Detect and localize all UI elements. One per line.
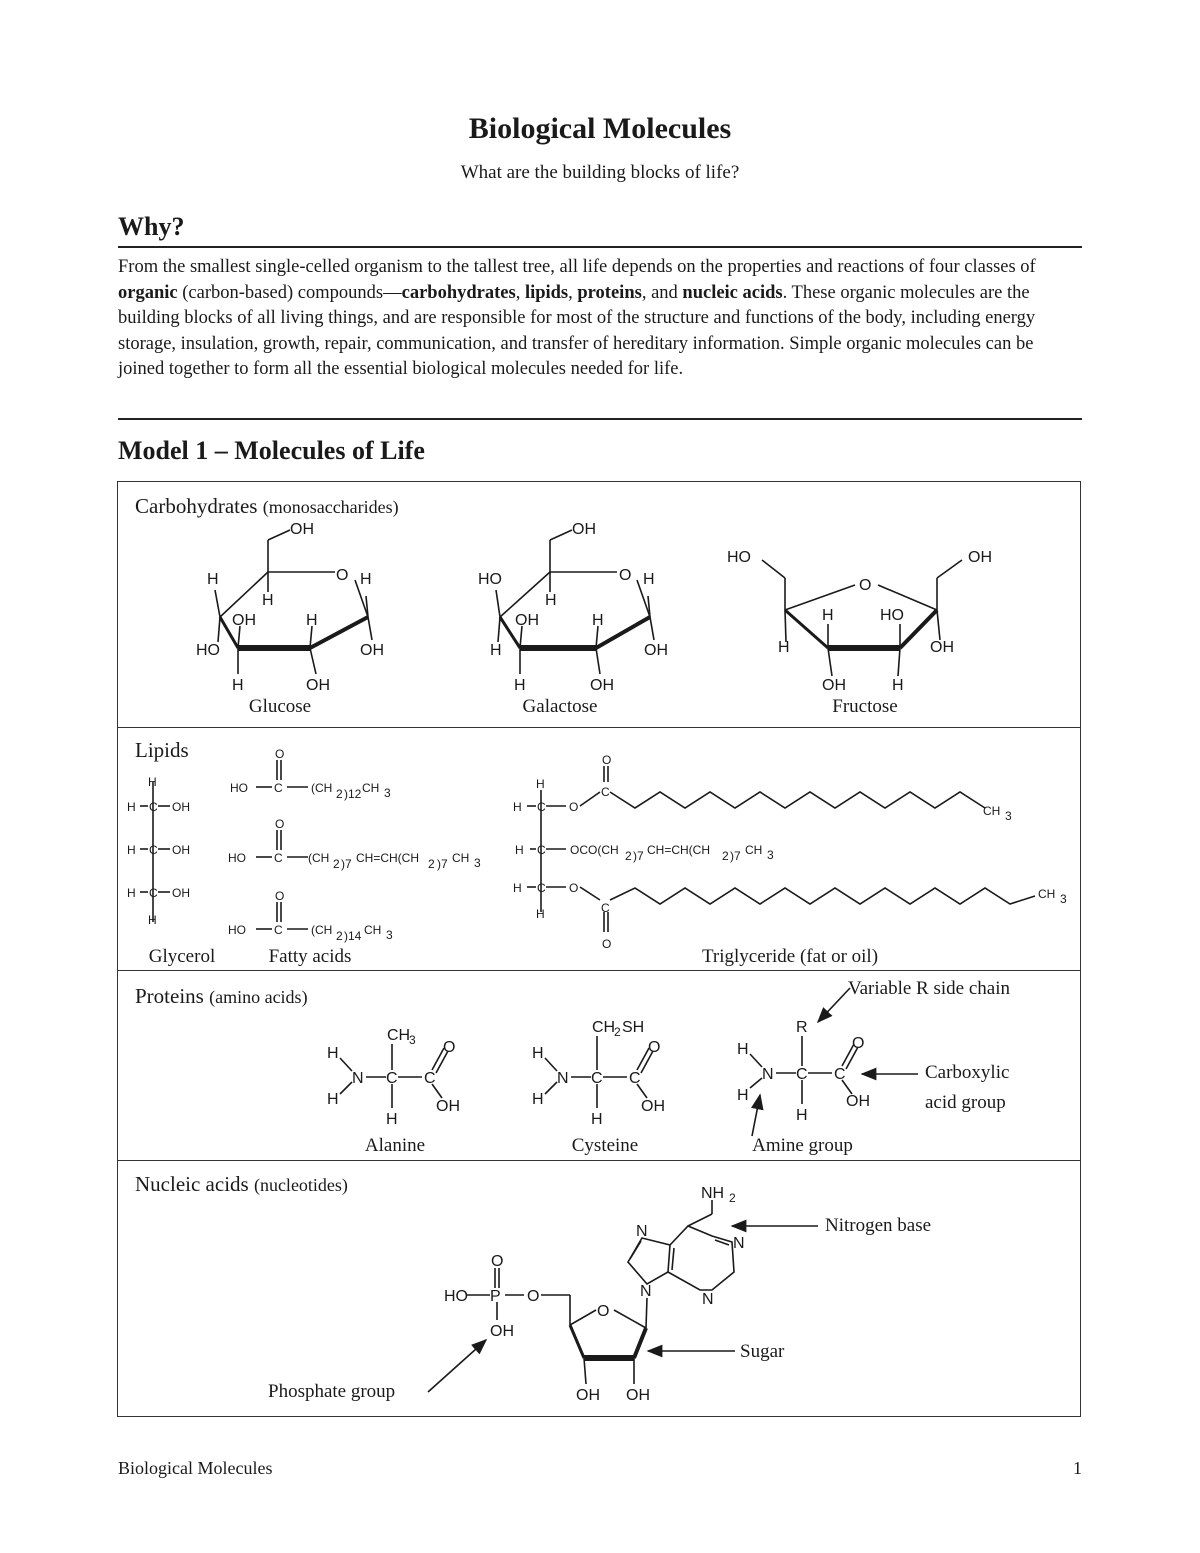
svg-text:CH: CH xyxy=(387,1027,411,1044)
svg-text:3: 3 xyxy=(1060,892,1067,906)
svg-text:O: O xyxy=(527,1288,540,1305)
svg-text:C: C xyxy=(601,785,610,799)
svg-text:O: O xyxy=(597,1303,610,1320)
svg-text:HO: HO xyxy=(228,851,246,865)
alanine-caption: Alanine xyxy=(364,1135,426,1156)
svg-text:CH: CH xyxy=(1038,887,1056,901)
svg-text:H: H xyxy=(327,1045,339,1062)
svg-text:)7: )7 xyxy=(730,849,741,863)
svg-text:C: C xyxy=(629,1070,641,1087)
svg-text:OH: OH xyxy=(572,521,596,538)
page-subtitle: What are the building blocks of life? xyxy=(460,162,740,183)
svg-text:C: C xyxy=(537,881,546,895)
carbohydrates-label: Carbohydrates (monosaccharides) xyxy=(135,494,399,518)
galactose-caption: Galactose xyxy=(522,696,598,717)
svg-text:C: C xyxy=(149,800,158,814)
svg-text:O: O xyxy=(569,881,579,895)
svg-text:CH=CH(CH: CH=CH(CH xyxy=(356,851,419,865)
svg-text:H: H xyxy=(545,592,557,609)
svg-text:O: O xyxy=(443,1039,456,1056)
lipids-label: Lipids xyxy=(135,738,189,762)
svg-text:N: N xyxy=(702,1291,714,1308)
svg-text:H: H xyxy=(127,843,136,857)
svg-text:N: N xyxy=(733,1235,745,1252)
svg-text:C: C xyxy=(149,843,158,857)
svg-text:H: H xyxy=(207,571,219,588)
alanine-atoms xyxy=(327,1027,460,1128)
svg-text:(CH: (CH xyxy=(311,781,333,795)
cysteine-caption: Cysteine xyxy=(571,1135,639,1156)
svg-text:H: H xyxy=(822,607,834,624)
svg-text:C: C xyxy=(591,1070,603,1087)
svg-text:3: 3 xyxy=(384,786,391,800)
svg-text:H: H xyxy=(532,1091,544,1108)
triglyceride-caption: Triglyceride (fat or oil) xyxy=(701,946,879,967)
svg-text:H: H xyxy=(360,571,372,588)
svg-text:OH: OH xyxy=(360,642,384,659)
svg-text:HO: HO xyxy=(230,781,248,795)
svg-text:OH: OH xyxy=(515,612,539,629)
svg-text:OH: OH xyxy=(968,549,992,566)
svg-text:OH: OH xyxy=(641,1098,665,1115)
svg-text:H: H xyxy=(515,843,524,857)
footer-title: Biological Molecules xyxy=(118,1458,273,1478)
svg-text:2: 2 xyxy=(722,849,729,863)
svg-text:3: 3 xyxy=(474,856,481,870)
svg-text:H: H xyxy=(306,612,318,629)
svg-text:O: O xyxy=(602,753,612,767)
svg-text:CH: CH xyxy=(745,843,763,857)
svg-text:)7: )7 xyxy=(633,849,644,863)
svg-text:O: O xyxy=(648,1039,661,1056)
svg-text:OH: OH xyxy=(626,1387,650,1404)
svg-text:HO: HO xyxy=(880,607,904,624)
svg-text:)12: )12 xyxy=(344,787,362,801)
nucleotide-structure xyxy=(428,1200,818,1392)
svg-text:SH: SH xyxy=(622,1019,645,1036)
galactose-atoms xyxy=(478,521,668,694)
svg-text:R: R xyxy=(796,1019,808,1036)
svg-text:P: P xyxy=(490,1288,501,1305)
triglyceride-atoms xyxy=(513,753,1067,951)
svg-text:CH: CH xyxy=(364,923,382,937)
svg-text:2: 2 xyxy=(614,1025,621,1039)
carboxylic-label-1: Carboxylic xyxy=(925,1062,1010,1083)
svg-text:O: O xyxy=(275,889,285,903)
svg-text:3: 3 xyxy=(1005,809,1012,823)
svg-text:(CH: (CH xyxy=(311,923,333,937)
svg-text:OH: OH xyxy=(172,800,190,814)
page-title: Biological Molecules xyxy=(468,112,732,145)
fructose-atoms xyxy=(727,549,992,694)
svg-text:HO: HO xyxy=(196,642,220,659)
svg-text:OCO(CH: OCO(CH xyxy=(570,843,619,857)
svg-text:H: H xyxy=(148,775,157,789)
svg-text:CH: CH xyxy=(592,1019,616,1036)
svg-text:H: H xyxy=(262,592,274,609)
svg-text:OH: OH xyxy=(490,1323,514,1340)
svg-text:H: H xyxy=(592,612,604,629)
svg-text:C: C xyxy=(274,781,283,795)
svg-text:H: H xyxy=(591,1111,603,1128)
svg-text:H: H xyxy=(232,677,244,694)
svg-text:CH: CH xyxy=(362,781,380,795)
svg-text:CH=CH(CH: CH=CH(CH xyxy=(647,843,710,857)
svg-text:OH: OH xyxy=(306,677,330,694)
svg-text:N: N xyxy=(640,1283,652,1300)
svg-text:H: H xyxy=(737,1041,749,1058)
page-number: 1 xyxy=(1073,1458,1082,1478)
svg-text:C: C xyxy=(834,1066,846,1083)
svg-text:H: H xyxy=(127,800,136,814)
svg-text:H: H xyxy=(513,881,522,895)
svg-text:2: 2 xyxy=(729,1191,736,1205)
svg-text:N: N xyxy=(557,1070,569,1087)
svg-text:H: H xyxy=(536,777,545,791)
fructose-caption: Fructose xyxy=(832,696,898,717)
svg-text:2: 2 xyxy=(625,849,632,863)
svg-text:2: 2 xyxy=(336,787,343,801)
svg-text:C: C xyxy=(274,923,283,937)
svg-text:C: C xyxy=(149,886,158,900)
generic-amino-acid-structure xyxy=(750,988,918,1136)
svg-text:2: 2 xyxy=(428,857,435,871)
svg-text:H: H xyxy=(127,886,136,900)
svg-text:H: H xyxy=(778,639,790,656)
svg-text:3: 3 xyxy=(409,1033,416,1047)
svg-text:O: O xyxy=(859,577,872,594)
svg-text:H: H xyxy=(536,907,545,921)
svg-text:O: O xyxy=(275,747,285,761)
phosphate-group-label: Phosphate group xyxy=(268,1381,396,1402)
model-heading: Model 1 – Molecules of Life xyxy=(118,436,425,465)
svg-text:)7: )7 xyxy=(341,857,352,871)
amine-group-label: Amine group xyxy=(752,1135,853,1156)
svg-text:OH: OH xyxy=(846,1093,870,1110)
svg-text:OH: OH xyxy=(590,677,614,694)
svg-text:)14: )14 xyxy=(344,929,362,943)
svg-text:C: C xyxy=(537,843,546,857)
svg-text:OH: OH xyxy=(232,612,256,629)
why-paragraph: From the smallest single-celled organism to the tallest tree, all life depends on the properties and reactions of four classes of organic (carbon-based) compounds—carbohydrates, lipids, proteins, and nucleic acids. These organic molecules are the building blocks of all living things, and are responsible for most of the structure and functions of the body, including energy storage, insulation, growth, repair, communication, and transfer of hereditary information. Simple organic molecules can be joined together to form all the essential biological molecules needed for life. xyxy=(118,257,1036,379)
svg-text:2: 2 xyxy=(333,857,340,871)
svg-text:C: C xyxy=(537,800,546,814)
carboxylic-label-2: acid group xyxy=(925,1092,1006,1113)
svg-text:NH: NH xyxy=(701,1185,725,1202)
svg-text:O: O xyxy=(852,1035,865,1052)
svg-text:HO: HO xyxy=(228,923,246,937)
svg-text:N: N xyxy=(636,1223,648,1240)
svg-text:H: H xyxy=(514,677,526,694)
svg-text:C: C xyxy=(796,1066,808,1083)
nucleotide-atoms xyxy=(444,1185,745,1404)
svg-text:OH: OH xyxy=(436,1098,460,1115)
svg-text:H: H xyxy=(513,800,522,814)
svg-text:H: H xyxy=(148,913,157,927)
svg-text:OH: OH xyxy=(644,642,668,659)
glucose-structure xyxy=(215,530,372,674)
nitrogen-base-label: Nitrogen base xyxy=(825,1215,932,1236)
svg-text:C: C xyxy=(386,1070,398,1087)
svg-text:3: 3 xyxy=(767,848,774,862)
r-chain-label: Variable R side chain xyxy=(848,978,1010,999)
glucose-atoms xyxy=(196,521,384,694)
svg-text:HO: HO xyxy=(444,1288,468,1305)
svg-text:O: O xyxy=(275,817,285,831)
galactose-structure xyxy=(496,530,654,674)
svg-text:OH: OH xyxy=(930,639,954,656)
glycerol-caption: Glycerol xyxy=(148,946,216,967)
svg-text:OH: OH xyxy=(172,843,190,857)
svg-text:H: H xyxy=(327,1091,339,1108)
svg-text:3: 3 xyxy=(386,928,393,942)
sugar-label: Sugar xyxy=(740,1341,785,1362)
svg-text:C: C xyxy=(424,1070,436,1087)
svg-text:HO: HO xyxy=(727,549,751,566)
svg-text:(CH: (CH xyxy=(308,851,330,865)
why-heading: Why? xyxy=(118,212,185,241)
svg-text:OH: OH xyxy=(822,677,846,694)
svg-text:H: H xyxy=(490,642,502,659)
proteins-label: Proteins (amino acids) xyxy=(135,984,308,1008)
svg-text:N: N xyxy=(352,1070,364,1087)
svg-text:O: O xyxy=(336,567,349,584)
svg-text:H: H xyxy=(532,1045,544,1062)
svg-text:CH: CH xyxy=(983,804,1001,818)
svg-text:H: H xyxy=(796,1107,808,1124)
svg-text:OH: OH xyxy=(172,886,190,900)
svg-text:OH: OH xyxy=(290,521,314,538)
svg-text:H: H xyxy=(892,677,904,694)
fatty-acids-caption: Fatty acids xyxy=(268,946,352,967)
svg-text:CH: CH xyxy=(452,851,470,865)
svg-text:O: O xyxy=(491,1253,504,1270)
cysteine-atoms xyxy=(532,1019,665,1128)
svg-text:HO: HO xyxy=(478,571,502,588)
svg-text:H: H xyxy=(386,1111,398,1128)
svg-text:O: O xyxy=(619,567,632,584)
svg-text:O: O xyxy=(569,800,579,814)
svg-text:H: H xyxy=(737,1087,749,1104)
svg-text:N: N xyxy=(762,1066,774,1083)
svg-text:H: H xyxy=(643,571,655,588)
fatty-acid-atoms xyxy=(228,747,481,943)
glycerol-atoms xyxy=(127,775,190,927)
svg-text:2: 2 xyxy=(336,929,343,943)
svg-text:O: O xyxy=(602,937,612,951)
svg-text:C: C xyxy=(601,901,610,915)
svg-text:)7: )7 xyxy=(437,857,448,871)
glucose-caption: Glucose xyxy=(248,696,312,717)
nucleic-label: Nucleic acids (nucleotides) xyxy=(135,1172,348,1196)
svg-text:OH: OH xyxy=(576,1387,600,1404)
svg-text:C: C xyxy=(274,851,283,865)
